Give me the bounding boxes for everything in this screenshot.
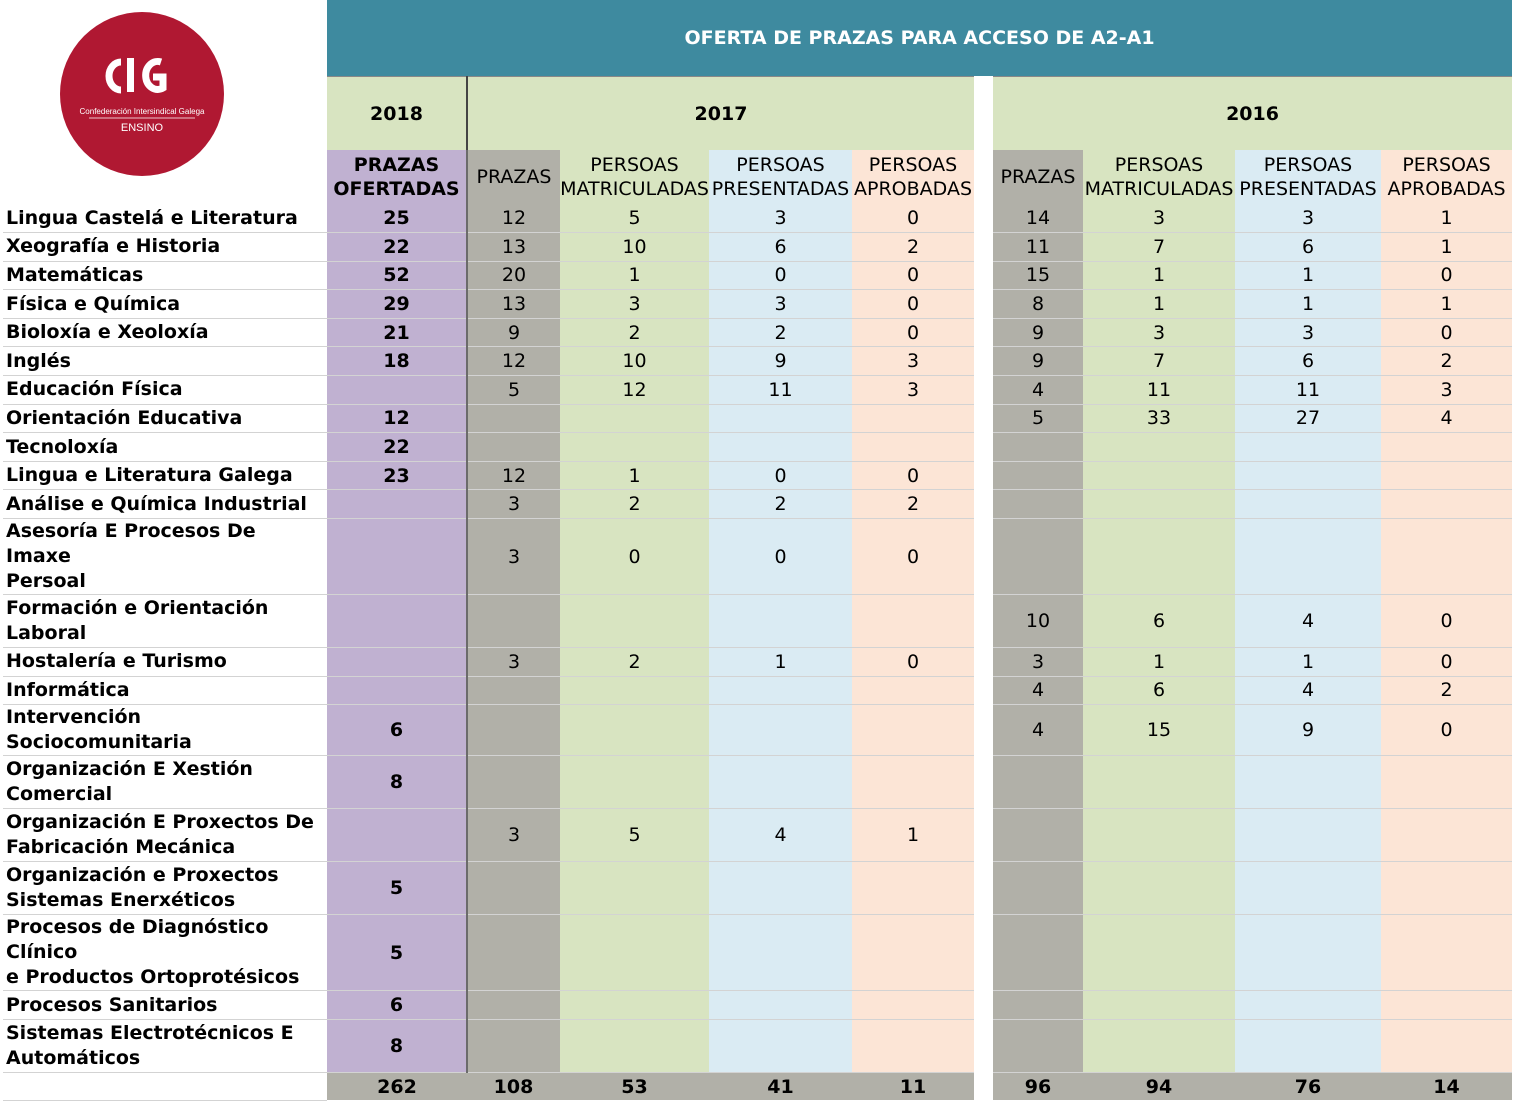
- cell-matriculadas-2017: 2: [560, 490, 709, 519]
- cell-prazas-2016: 4: [993, 676, 1083, 705]
- row-label-line: Tecnoloxía: [6, 435, 119, 458]
- cell-ofertadas-2018: 22: [327, 233, 467, 262]
- row-label: [3, 318, 327, 347]
- cell-matriculadas-2017: 5: [560, 204, 709, 233]
- cell-matriculadas-2017: 10: [560, 347, 709, 376]
- row-label: [3, 809, 327, 862]
- cell-matriculadas-2017: 10: [560, 233, 709, 262]
- cell-aprobadas-2017: 2: [852, 490, 974, 519]
- cell-presentadas-2016: [1235, 809, 1381, 862]
- cell-matriculadas-2016: [1083, 519, 1235, 595]
- cell-presentadas-2016: 1: [1235, 261, 1381, 290]
- cell-prazas-2016: 3: [993, 648, 1083, 677]
- cell-prazas-2016: [993, 915, 1083, 991]
- cell-presentadas-2016: [1235, 756, 1381, 809]
- cell-aprobadas-2016: 2: [1381, 676, 1512, 705]
- cell-ofertadas-2018: 29: [327, 290, 467, 319]
- table-row: [3, 756, 1512, 809]
- cell-aprobadas-2016: [1381, 519, 1512, 595]
- cell-matriculadas-2016: [1083, 809, 1235, 862]
- cell-ofertadas-2018: [327, 519, 467, 595]
- cell-prazas-2017: [467, 862, 560, 915]
- cell-matriculadas-2017: 2: [560, 648, 709, 677]
- cell-aprobadas-2017: [852, 404, 974, 433]
- cell-aprobadas-2017: [852, 433, 974, 462]
- table-row: [3, 705, 1512, 756]
- cell-presentadas-2016: [1235, 862, 1381, 915]
- row-label-line: Física e Química: [6, 292, 181, 315]
- cell-matriculadas-2017: [560, 404, 709, 433]
- cell-ofertadas-2018: [327, 490, 467, 519]
- cell-prazas-2017: [467, 404, 560, 433]
- cell-aprobadas-2017: 0: [852, 204, 974, 233]
- cell-prazas-2017: [467, 433, 560, 462]
- cell-matriculadas-2016: [1083, 1019, 1235, 1072]
- row-label: [3, 595, 327, 648]
- cell-matriculadas-2016: 11: [1083, 376, 1235, 405]
- cell-matriculadas-2016: 1: [1083, 648, 1235, 677]
- row-label-line: Matemáticas: [6, 263, 144, 286]
- row-label: [3, 519, 327, 595]
- cell-matriculadas-2016: 3: [1083, 204, 1235, 233]
- header-prazas-2017: PRAZAS: [467, 150, 560, 204]
- cell-matriculadas-2016: 7: [1083, 347, 1235, 376]
- cell-presentadas-2016: [1235, 519, 1381, 595]
- row-label: [3, 461, 327, 490]
- cell-aprobadas-2017: [852, 595, 974, 648]
- cell-presentadas-2017: 4: [709, 809, 852, 862]
- row-label-line: Lingua Castelá e Literatura: [6, 206, 298, 229]
- cell-ofertadas-2018: 18: [327, 347, 467, 376]
- table-row: [3, 204, 1512, 233]
- cell-prazas-2017: [467, 756, 560, 809]
- cell-presentadas-2016: 1: [1235, 648, 1381, 677]
- cell-aprobadas-2016: 0: [1381, 261, 1512, 290]
- year-2018: 2018: [327, 77, 467, 151]
- prazas-table: [3, 0, 1512, 1101]
- logo-org-name: Confederación Intersindical Galega: [79, 107, 205, 116]
- cell-matriculadas-2017: [560, 862, 709, 915]
- cell-presentadas-2017: [709, 991, 852, 1020]
- cell-presentadas-2017: [709, 756, 852, 809]
- cell-prazas-2016: 15: [993, 261, 1083, 290]
- row-label: [3, 204, 327, 233]
- cell-prazas-2016: 5: [993, 404, 1083, 433]
- cell-aprobadas-2016: [1381, 915, 1512, 991]
- cell-presentadas-2016: 3: [1235, 318, 1381, 347]
- row-label: [3, 404, 327, 433]
- cell-aprobadas-2016: 1: [1381, 204, 1512, 233]
- total-aprobadas-2017: 11: [852, 1072, 974, 1100]
- cell-aprobadas-2016: 0: [1381, 705, 1512, 756]
- cell-presentadas-2016: 6: [1235, 233, 1381, 262]
- cell-presentadas-2017: 3: [709, 204, 852, 233]
- cell-ofertadas-2018: 21: [327, 318, 467, 347]
- row-label-line: Organización E Proxectos De: [6, 811, 314, 834]
- cell-presentadas-2016: 4: [1235, 595, 1381, 648]
- row-label-line: Informática: [6, 678, 130, 701]
- cell-presentadas-2016: [1235, 991, 1381, 1020]
- table-row: [3, 915, 1512, 991]
- cell-matriculadas-2016: [1083, 915, 1235, 991]
- cell-prazas-2017: [467, 595, 560, 648]
- cell-prazas-2016: [993, 461, 1083, 490]
- cell-prazas-2016: [993, 991, 1083, 1020]
- row-label-line: Intervención Sociocomunitaria: [6, 706, 192, 754]
- row-label: [3, 433, 327, 462]
- cell-matriculadas-2017: [560, 705, 709, 756]
- cell-prazas-2016: 4: [993, 705, 1083, 756]
- cell-prazas-2016: 4: [993, 376, 1083, 405]
- cell-prazas-2017: 9: [467, 318, 560, 347]
- cell-ofertadas-2018: [327, 376, 467, 405]
- table-row: [3, 676, 1512, 705]
- cell-matriculadas-2017: [560, 991, 709, 1020]
- cell-presentadas-2016: 11: [1235, 376, 1381, 405]
- cell-aprobadas-2017: 0: [852, 261, 974, 290]
- table-title: OFERTA DE PRAZAS PARA ACCESO DE A2-A1: [327, 0, 1512, 77]
- cell-presentadas-2016: [1235, 490, 1381, 519]
- total-matriculadas-2016: 94: [1083, 1072, 1235, 1100]
- cell-aprobadas-2017: 3: [852, 376, 974, 405]
- logo-sub: ENSINO: [120, 122, 164, 134]
- row-label-line: Formación e Orientación: [6, 597, 269, 620]
- cell-aprobadas-2017: [852, 1019, 974, 1072]
- cell-matriculadas-2017: 3: [560, 290, 709, 319]
- row-label: [3, 290, 327, 319]
- cell-matriculadas-2016: [1083, 756, 1235, 809]
- row-label: [3, 676, 327, 705]
- row-label: [3, 490, 327, 519]
- cell-ofertadas-2018: 23: [327, 461, 467, 490]
- cell-aprobadas-2016: 0: [1381, 648, 1512, 677]
- cell-aprobadas-2016: [1381, 991, 1512, 1020]
- total-prazas-2016: 96: [993, 1072, 1083, 1100]
- header-presentadas-2017: PERSOAS PRESENTADAS: [709, 150, 852, 204]
- total-ofertadas-2018: 262: [327, 1072, 467, 1100]
- cell-prazas-2017: 20: [467, 261, 560, 290]
- cell-matriculadas-2017: [560, 756, 709, 809]
- cell-aprobadas-2017: 0: [852, 461, 974, 490]
- table-row: [3, 519, 1512, 595]
- cell-matriculadas-2016: [1083, 991, 1235, 1020]
- row-label-line: Xeografía e Historia: [6, 235, 221, 258]
- cell-presentadas-2017: 11: [709, 376, 852, 405]
- logo-cell: [3, 0, 327, 204]
- cell-ofertadas-2018: 8: [327, 1019, 467, 1072]
- cell-matriculadas-2017: 1: [560, 261, 709, 290]
- cell-presentadas-2016: [1235, 915, 1381, 991]
- cell-presentadas-2016: [1235, 433, 1381, 462]
- totals-row: [3, 1072, 1512, 1100]
- cell-presentadas-2017: 1: [709, 648, 852, 677]
- cell-matriculadas-2016: 6: [1083, 595, 1235, 648]
- row-label-line: Comercial: [6, 783, 113, 806]
- cell-prazas-2017: [467, 676, 560, 705]
- cell-prazas-2017: 3: [467, 490, 560, 519]
- cell-matriculadas-2016: [1083, 862, 1235, 915]
- cell-aprobadas-2017: [852, 756, 974, 809]
- cell-aprobadas-2017: [852, 915, 974, 991]
- cell-aprobadas-2016: 0: [1381, 595, 1512, 648]
- row-label: [3, 648, 327, 677]
- table-row: [3, 991, 1512, 1020]
- row-label-line: Orientación Educativa: [6, 406, 243, 429]
- cell-prazas-2017: [467, 991, 560, 1020]
- row-label-line: Organización E Xestión: [6, 758, 253, 781]
- cell-matriculadas-2017: [560, 915, 709, 991]
- row-label: [3, 862, 327, 915]
- cell-matriculadas-2017: [560, 676, 709, 705]
- cell-aprobadas-2017: 0: [852, 648, 974, 677]
- row-label-line: Procesos de Diagnóstico Clínico: [6, 916, 269, 964]
- cell-aprobadas-2016: 1: [1381, 233, 1512, 262]
- cell-aprobadas-2016: [1381, 461, 1512, 490]
- cell-aprobadas-2017: [852, 676, 974, 705]
- cell-matriculadas-2016: 15: [1083, 705, 1235, 756]
- table-row: [3, 376, 1512, 405]
- total-presentadas-2017: 41: [709, 1072, 852, 1100]
- cell-aprobadas-2016: [1381, 809, 1512, 862]
- cell-prazas-2017: 13: [467, 290, 560, 319]
- cell-ofertadas-2018: [327, 595, 467, 648]
- cell-presentadas-2017: [709, 404, 852, 433]
- total-matriculadas-2017: 53: [560, 1072, 709, 1100]
- cell-presentadas-2017: 3: [709, 290, 852, 319]
- cell-matriculadas-2016: 7: [1083, 233, 1235, 262]
- cell-aprobadas-2016: 3: [1381, 376, 1512, 405]
- row-label: [3, 915, 327, 991]
- table-row: [3, 233, 1512, 262]
- row-label-line: Asesoría E Procesos De Imaxe: [6, 520, 256, 568]
- cell-matriculadas-2017: [560, 595, 709, 648]
- cell-presentadas-2016: [1235, 1019, 1381, 1072]
- cell-matriculadas-2017: 5: [560, 809, 709, 862]
- total-aprobadas-2016: 14: [1381, 1072, 1512, 1100]
- cell-ofertadas-2018: [327, 676, 467, 705]
- cell-aprobadas-2016: 4: [1381, 404, 1512, 433]
- cell-aprobadas-2016: [1381, 1019, 1512, 1072]
- row-label: [3, 376, 327, 405]
- cell-aprobadas-2017: 0: [852, 318, 974, 347]
- cell-presentadas-2017: 0: [709, 461, 852, 490]
- cell-ofertadas-2018: 6: [327, 705, 467, 756]
- cell-matriculadas-2016: [1083, 433, 1235, 462]
- cell-matriculadas-2016: 1: [1083, 290, 1235, 319]
- cell-matriculadas-2017: 12: [560, 376, 709, 405]
- cell-presentadas-2017: [709, 433, 852, 462]
- row-label-line: Análise e Química Industrial: [6, 492, 307, 515]
- cell-presentadas-2017: 9: [709, 347, 852, 376]
- cell-prazas-2016: 9: [993, 347, 1083, 376]
- header-matriculadas-2016: PERSOAS MATRICULADAS: [1083, 150, 1235, 204]
- row-label-line: Sistemas Electrotécnicos E: [6, 1021, 294, 1044]
- table-row: [3, 290, 1512, 319]
- cell-prazas-2016: [993, 433, 1083, 462]
- cell-prazas-2017: 12: [467, 347, 560, 376]
- row-label: [3, 1019, 327, 1072]
- row-label-line: Inglés: [6, 349, 71, 372]
- cell-presentadas-2017: [709, 862, 852, 915]
- cell-aprobadas-2017: [852, 991, 974, 1020]
- cell-aprobadas-2017: 1: [852, 809, 974, 862]
- row-label: [3, 756, 327, 809]
- header-prazas-ofertadas: PRAZAS OFERTADAS: [327, 150, 467, 204]
- cell-aprobadas-2016: 2: [1381, 347, 1512, 376]
- cell-ofertadas-2018: [327, 809, 467, 862]
- cell-presentadas-2017: [709, 676, 852, 705]
- cell-prazas-2016: [993, 809, 1083, 862]
- cell-prazas-2017: [467, 915, 560, 991]
- row-label: [3, 705, 327, 756]
- cell-presentadas-2016: [1235, 461, 1381, 490]
- cell-ofertadas-2018: 5: [327, 862, 467, 915]
- cell-matriculadas-2016: 1: [1083, 261, 1235, 290]
- table-row: [3, 1019, 1512, 1072]
- cell-prazas-2017: 3: [467, 809, 560, 862]
- cell-aprobadas-2017: 0: [852, 519, 974, 595]
- row-label-line: Automáticos: [6, 1046, 141, 1069]
- cell-matriculadas-2016: 6: [1083, 676, 1235, 705]
- cell-ofertadas-2018: 22: [327, 433, 467, 462]
- cell-presentadas-2016: 6: [1235, 347, 1381, 376]
- cell-prazas-2016: 8: [993, 290, 1083, 319]
- cell-presentadas-2017: [709, 705, 852, 756]
- cell-matriculadas-2017: 0: [560, 519, 709, 595]
- cell-prazas-2017: [467, 705, 560, 756]
- cell-prazas-2016: 9: [993, 318, 1083, 347]
- table-row: [3, 261, 1512, 290]
- cell-aprobadas-2016: [1381, 862, 1512, 915]
- cell-prazas-2016: [993, 490, 1083, 519]
- cell-matriculadas-2016: [1083, 461, 1235, 490]
- cell-prazas-2017: 12: [467, 461, 560, 490]
- cell-aprobadas-2017: 0: [852, 290, 974, 319]
- cig-logo: [3, 0, 327, 200]
- row-label-line: Laboral: [6, 622, 87, 645]
- table-row: [3, 490, 1512, 519]
- cell-presentadas-2017: [709, 915, 852, 991]
- cell-matriculadas-2017: [560, 1019, 709, 1072]
- header-aprobadas-2017: PERSOAS APROBADAS: [852, 150, 974, 204]
- cell-aprobadas-2016: [1381, 433, 1512, 462]
- cell-aprobadas-2017: 3: [852, 347, 974, 376]
- cell-aprobadas-2016: 1: [1381, 290, 1512, 319]
- table-row: [3, 347, 1512, 376]
- cell-aprobadas-2016: [1381, 756, 1512, 809]
- cell-presentadas-2017: 2: [709, 318, 852, 347]
- header-aprobadas-2016: PERSOAS APROBADAS: [1381, 150, 1512, 204]
- table-row: [3, 461, 1512, 490]
- cell-matriculadas-2016: [1083, 490, 1235, 519]
- cell-presentadas-2016: 3: [1235, 204, 1381, 233]
- cell-prazas-2017: 5: [467, 376, 560, 405]
- cell-matriculadas-2017: 2: [560, 318, 709, 347]
- cell-matriculadas-2016: 3: [1083, 318, 1235, 347]
- cell-prazas-2017: [467, 1019, 560, 1072]
- cell-prazas-2016: [993, 1019, 1083, 1072]
- row-label-line: Sistemas Enerxéticos: [6, 889, 236, 912]
- cell-prazas-2016: [993, 519, 1083, 595]
- cell-prazas-2017: 12: [467, 204, 560, 233]
- cell-presentadas-2017: 0: [709, 261, 852, 290]
- cell-aprobadas-2017: [852, 705, 974, 756]
- cell-presentadas-2017: 6: [709, 233, 852, 262]
- row-label-line: Hostalería e Turismo: [6, 650, 227, 673]
- cell-presentadas-2016: 4: [1235, 676, 1381, 705]
- year-2016: 2016: [993, 77, 1512, 151]
- cell-ofertadas-2018: 8: [327, 756, 467, 809]
- cell-matriculadas-2017: [560, 433, 709, 462]
- cell-ofertadas-2018: 5: [327, 915, 467, 991]
- row-label-line: Lingua e Literatura Galega: [6, 464, 293, 487]
- cell-presentadas-2016: 9: [1235, 705, 1381, 756]
- cell-prazas-2017: 3: [467, 519, 560, 595]
- cell-ofertadas-2018: 52: [327, 261, 467, 290]
- cell-ofertadas-2018: 6: [327, 991, 467, 1020]
- cell-presentadas-2017: 2: [709, 490, 852, 519]
- row-label-line: Procesos Sanitarios: [6, 993, 218, 1016]
- cell-prazas-2016: 14: [993, 204, 1083, 233]
- cell-aprobadas-2017: 2: [852, 233, 974, 262]
- header-prazas-2016: PRAZAS: [993, 150, 1083, 204]
- cell-aprobadas-2017: [852, 862, 974, 915]
- table-row: [3, 862, 1512, 915]
- header-presentadas-2016: PERSOAS PRESENTADAS: [1235, 150, 1381, 204]
- cell-aprobadas-2016: [1381, 490, 1512, 519]
- cell-matriculadas-2017: 1: [560, 461, 709, 490]
- cell-prazas-2017: 3: [467, 648, 560, 677]
- row-label: [3, 233, 327, 262]
- year-2017: 2017: [467, 77, 974, 151]
- row-label: [3, 261, 327, 290]
- cell-presentadas-2017: [709, 595, 852, 648]
- row-label-line: e Productos Ortoprotésicos: [6, 966, 300, 989]
- row-label-line: Persoal: [6, 570, 86, 593]
- table-row: [3, 318, 1512, 347]
- cell-prazas-2016: 11: [993, 233, 1083, 262]
- cell-aprobadas-2016: 0: [1381, 318, 1512, 347]
- row-label-line: Organización e Proxectos: [6, 864, 279, 887]
- total-prazas-2017: 108: [467, 1072, 560, 1100]
- cell-prazas-2016: [993, 756, 1083, 809]
- cell-prazas-2016: [993, 862, 1083, 915]
- row-label-line: Fabricación Mecánica: [6, 836, 236, 859]
- row-label-line: Bioloxía e Xeoloxía: [6, 321, 209, 344]
- table-row: [3, 809, 1512, 862]
- table-row: [3, 595, 1512, 648]
- cell-presentadas-2016: 1: [1235, 290, 1381, 319]
- table-row: [3, 433, 1512, 462]
- cell-ofertadas-2018: 12: [327, 404, 467, 433]
- cell-ofertadas-2018: 25: [327, 204, 467, 233]
- row-label: [3, 347, 327, 376]
- cell-prazas-2016: 10: [993, 595, 1083, 648]
- cell-presentadas-2016: 27: [1235, 404, 1381, 433]
- total-presentadas-2016: 76: [1235, 1072, 1381, 1100]
- cell-presentadas-2017: [709, 1019, 852, 1072]
- cell-presentadas-2017: 0: [709, 519, 852, 595]
- table-row: [3, 404, 1512, 433]
- row-label: [3, 991, 327, 1020]
- cell-matriculadas-2016: 33: [1083, 404, 1235, 433]
- table-row: [3, 648, 1512, 677]
- header-matriculadas-2017: PERSOAS MATRICULADAS: [560, 150, 709, 204]
- cell-prazas-2017: 13: [467, 233, 560, 262]
- cell-ofertadas-2018: [327, 648, 467, 677]
- row-label-line: Educación Física: [6, 378, 183, 401]
